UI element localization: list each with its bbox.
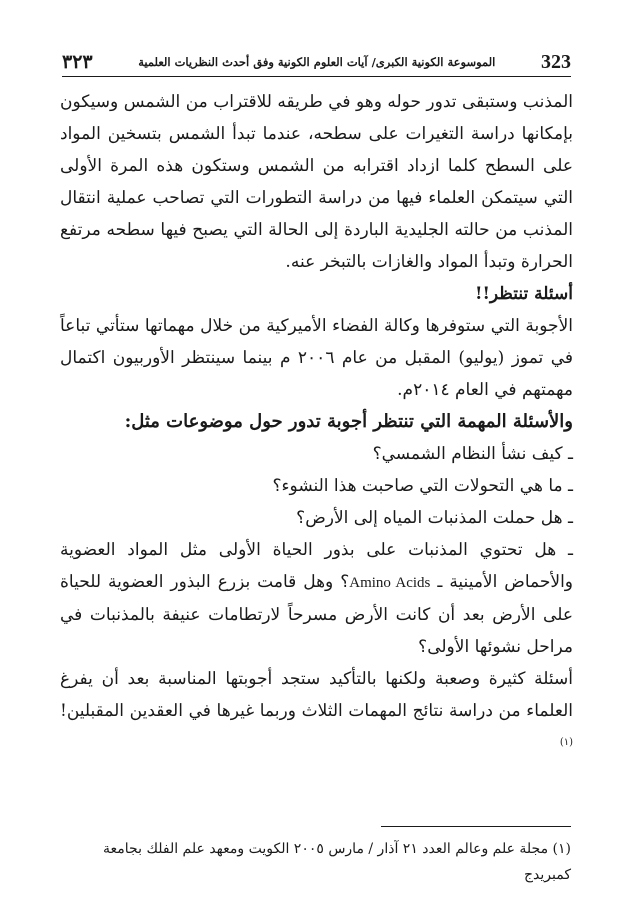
page-number-arabic: ٣٢٣ xyxy=(62,51,93,73)
paragraph-1: المذنب وستبقى تدور حوله وهو في طريقه للاقتراب من الشمس وسيكون بإمكانها دراسة التغيرات على سطحه، عندما تبدأ الشمس بتسخين المواد على السطح كلما ازداد اقترابه من الشمس وستكون هذه المرة الأولى التي سيتمكن العلماء فيها من دراسة التطورات التي تصاحب عملية انتقال المذنب من حالته الجليدية الباردة إلى الحالة التي يصبح فيها سطحه مرتفع الحرارة وتبدأ المواد والغازات بالتبخر عنه. xyxy=(60,92,573,272)
question-4-part-b: ؟ وهل قامت بزرع البذور العضوية للحياة على الأرض بعد أن كانت الأرض مسرحاً لارتطامات عنيفة بالمذنبات في مراحل نشوئها الأولى؟ xyxy=(60,572,573,657)
running-title: الموسوعة الكونية الكبرى/ آيات العلوم الكونية وفق أحدث النظريات العلمية xyxy=(138,55,496,69)
footnote-text: (١) مجلة علم وعالم العدد ٢١ آذار / مارس ٢٠٠٥ الكويت ومعهد علم الفلك بجامعة كمبريدج xyxy=(103,841,571,883)
section-heading-2: والأسئلة المهمة التي تنتظر أجوبة تدور حول موضوعات مثل: xyxy=(124,411,573,432)
page-number-latin: 323 xyxy=(541,50,571,73)
footnote-separator xyxy=(381,826,571,827)
question-item: ـ ما هي التحولات التي صاحبت هذا النشوء؟ xyxy=(272,476,573,496)
question-item: ـ هل حملت المذنبات المياه إلى الأرض؟ xyxy=(296,508,573,528)
question-item-4 xyxy=(60,534,573,663)
footnote-reference: (١) xyxy=(559,737,573,748)
footnote xyxy=(62,836,571,888)
section-heading-1: أسئلة تنتظر!! xyxy=(475,284,573,304)
page-body xyxy=(60,86,573,763)
question-4-part-a: ـ هل تحتوي المذنبات على بذور الحياة الأولى مثل المواد العضوية والأحماض الأمينية ـ xyxy=(60,540,574,592)
question-item: ـ كيف نشأ النظام الشمسي؟ xyxy=(372,444,573,464)
amino-acids-term: Amino Acids xyxy=(349,575,431,591)
paragraph-3 xyxy=(60,663,573,763)
questions-list xyxy=(60,438,573,534)
paragraph-3-text: أسئلة كثيرة وصعبة ولكنها بالتأكيد ستجد أجوبتها المناسبة بعد أن يفرغ العلماء من دراسة نتائج المهمات الثلاث وربما غيرها في العقدين المقبلين! xyxy=(60,669,573,721)
page-header xyxy=(62,48,571,77)
paragraph-2: الأجوبة التي ستوفرها وكالة الفضاء الأميركية من خلال مهماتها ستأتي تباعاً في تموز (يوليو) المقبل من عام ٢٠٠٦ م بينما سينتظر الأوربيون اكتمال مهمتهم في العام ٢٠١٤م. xyxy=(60,316,573,400)
